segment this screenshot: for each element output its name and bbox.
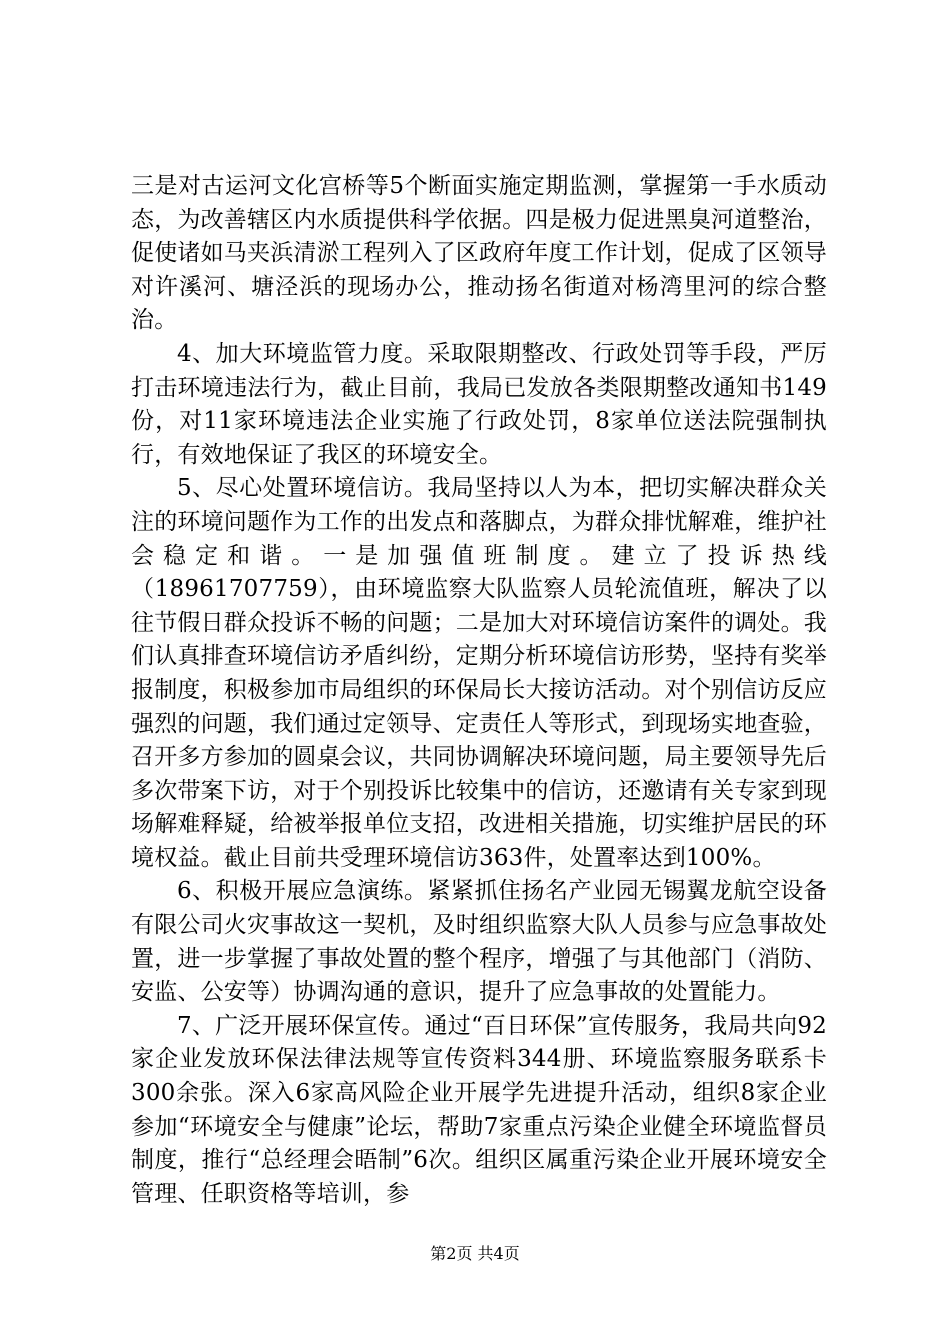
page-number-footer: 第2页 共4页 [430,1244,520,1263]
paragraph-item-5: 5、尽心处置环境信访。我局坚持以人为本，把切实解决群众关注的环境问题作为工作的出发点和落脚点，为群众排忧解难，维护社会稳定和谐。一是加强值班制度。建立了投诉热线（18961707759），由环境监察大队监察人员轮流值班，解决了以往节假日群众投诉不畅的问题；二是加大对环境信访案件的调处。我们认真排查环境信访矛盾纠纷，定期分析环境信访形势，坚持有奖举报制度，积极参加市局组织的环保局长大接访活动。对个别信访反应强烈的问题，我们通过定领导、定责任人等形式，到现场实地查验，召开多方参加的圆桌会议，共同协调解决环境问题，局主要领导先后多次带案下访，对于个别投诉比较集中的信访，还邀请有关专家到现场解难释疑，给被举报单位支招，改进相关措施，切实维护居民的环境权益。截止目前共受理环境信访363件，处置率达到100%。 [131,475,827,871]
paragraph-continuation: 三是对古运河文化宫桥等5个断面实施定期监测，掌握第一手水质动态，为改善辖区内水质提供科学依据。四是极力促进黑臭河道整治，促使诸如马夹浜清淤工程列入了区政府年度工作计划，促成了区领导对许溪河、塘泾浜的现场办公，推动扬名街道对杨湾里河的综合整治。 [131,173,827,334]
document-body [131,170,827,1211]
paragraph-item-7: 7、广泛开展环保宣传。通过“百日环保”宣传服务，我局共向92家企业发放环保法律法规等宣传资料344册、环境监察服务联系卡300余张。深入6家高风险企业开展学先进提升活动，组织8家企业参加“环境安全与健康”论坛，帮助7家重点污染企业健全环境监督员制度，推行“总经理会晤制”6次。组织区属重污染企业开展环境安全管理、任职资格等培训，参 [131,1012,827,1207]
paragraph-item-6: 6、积极开展应急演练。紧紧抓住扬名产业园无锡翼龙航空设备有限公司火灾事故这一契机，及时组织监察大队人员参与应急事故处置，进一步掌握了事故处置的整个程序，增强了与其他部门（消防、安监、公安等）协调沟通的意识，提升了应急事故的处置能力。 [131,878,827,1006]
paragraph-item-4: 4、加大环境监管力度。采取限期整改、行政处罚等手段，严厉打击环境违法行为，截止目前，我局已发放各类限期整改通知书149份，对11家环境违法企业实施了行政处罚，8家单位送法院强制执行，有效地保证了我区的环境安全。 [131,340,827,468]
